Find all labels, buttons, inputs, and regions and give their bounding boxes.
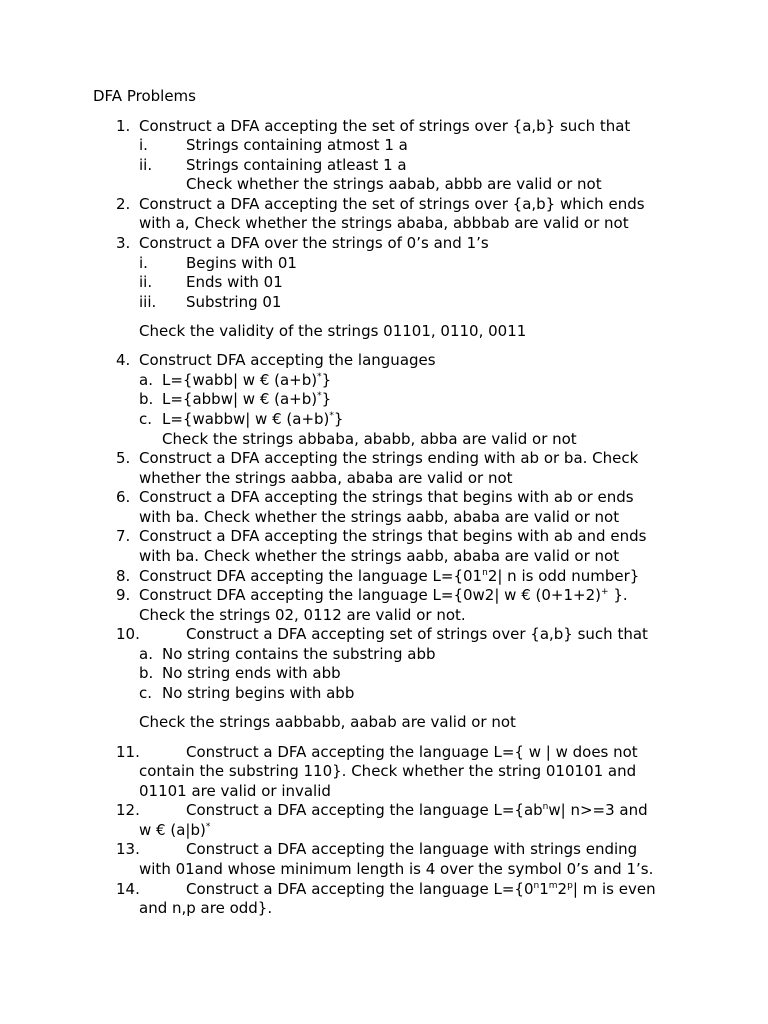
problem-10-c-text: No string begins with abb xyxy=(162,684,355,702)
problem-4-c-number: c. xyxy=(139,410,153,428)
problem-13-number: 13. xyxy=(116,840,140,858)
problem-4-a-number: a. xyxy=(139,371,153,389)
problem-3-i-text: Begins with 01 xyxy=(186,254,297,272)
problem-10-b-text: No string ends with abb xyxy=(162,664,341,682)
problem-5-number: 5. xyxy=(116,449,131,467)
problem-6-number: 6. xyxy=(116,488,131,506)
problem-11-line-3: 01101 are valid or invalid xyxy=(139,782,331,800)
problem-4-a-text: L={wabb| w € (a+b)*} xyxy=(162,371,332,389)
problem-8-text: Construct DFA accepting the language $L=\{01^n2|$ n is odd number} xyxy=(139,567,640,585)
problem-12-line-2: w € (a|b)* xyxy=(139,821,211,839)
problem-3-iii-number: iii. xyxy=(139,293,157,311)
problem-1-ii-number: ii. xyxy=(139,156,153,174)
problem-14-line-1: Construct a DFA accepting the language $L=\{0^n1^m2^p|$ m is even xyxy=(186,880,656,898)
problem-5-line-2: whether the strings aabba, ababa are valid or not xyxy=(139,469,513,487)
problem-1-text: Construct a DFA accepting the set of strings over {a,b} such that xyxy=(139,117,631,135)
problem-6-line-1: Construct a DFA accepting the strings that begins with ab or ends xyxy=(139,488,634,506)
problem-14-number: 14. xyxy=(116,880,140,898)
problem-3-number: 3. xyxy=(116,234,131,252)
problem-11-number: 11. xyxy=(116,743,140,761)
document-title: DFA Problems xyxy=(93,87,196,105)
problem-10-text: Construct a DFA accepting set of strings over {a,b} such that xyxy=(186,625,648,643)
problem-2-line-2: with a, Check whether the strings ababa, abbbab are valid or not xyxy=(139,214,629,232)
problem-13-line-2: with 01and whose minimum length is 4 over the symbol 0’s and 1’s. xyxy=(139,860,654,878)
problem-12-line-1: Construct a DFA accepting the language $L=\{ab^nw|$ n>=3 and xyxy=(186,801,648,819)
problem-4-b-text: L={abbw| w € (a+b)*} xyxy=(162,390,332,408)
problem-10-c-number: c. xyxy=(139,684,153,702)
problem-9-number: 9. xyxy=(116,586,131,604)
problem-1-check: Check whether the strings aabab, abbb are valid or not xyxy=(186,175,602,193)
problem-10-number: 10. xyxy=(116,625,140,643)
problem-12-number: 12. xyxy=(116,801,140,819)
problem-4-number: 4. xyxy=(116,351,131,369)
problem-10-check: Check the strings aabbabb, aabab are valid or not xyxy=(139,713,516,731)
problem-4-c-text: L={wabbw| w € (a+b)*} xyxy=(162,410,344,428)
problem-3-check: Check the validity of the strings 01101, 0110, 0011 xyxy=(139,322,527,340)
problem-2-line-1: Construct a DFA accepting the set of strings over {a,b} which ends xyxy=(139,195,645,213)
problem-4-text: Construct DFA accepting the languages xyxy=(139,351,436,369)
problem-7-line-2: with ba. Check whether the strings aabb, ababa are valid or not xyxy=(139,547,620,565)
problem-1-i-number: i. xyxy=(139,136,148,154)
problem-8-number: 8. xyxy=(116,567,131,585)
problem-6-line-2: with ba. Check whether the strings aabb, ababa are valid or not xyxy=(139,508,620,526)
problem-4-check: Check the strings abbaba, ababb, abba are valid or not xyxy=(162,430,577,448)
problem-9-line-1: Construct DFA accepting the language L={0w2| w € (0+1+2)+ }. xyxy=(139,586,628,604)
problem-7-line-1: Construct a DFA accepting the strings that begins with ab and ends xyxy=(139,527,647,545)
problem-10-b-number: b. xyxy=(139,664,154,682)
problem-1-ii-text: Strings containing atleast 1 a xyxy=(186,156,407,174)
problem-10-a-number: a. xyxy=(139,645,153,663)
problem-2-number: 2. xyxy=(116,195,131,213)
problem-3-i-number: i. xyxy=(139,254,148,272)
problem-14-line-2: and n,p are odd}. xyxy=(139,899,273,917)
problem-11-line-2: contain the substring 110}. Check whether the string 010101 and xyxy=(139,762,637,780)
problem-9-line-2: Check the strings 02, 0112 are valid or not. xyxy=(139,606,466,624)
problem-13-line-1: Construct a DFA accepting the language with strings ending xyxy=(186,840,638,858)
problem-3-iii-text: Substring 01 xyxy=(186,293,282,311)
problem-1-number: 1. xyxy=(116,117,131,135)
problem-3-ii-text: Ends with 01 xyxy=(186,273,283,291)
problem-1-i-text: Strings containing atmost 1 a xyxy=(186,136,408,154)
problem-3-ii-number: ii. xyxy=(139,273,153,291)
problem-4-b-number: b. xyxy=(139,390,154,408)
problem-5-line-1: Construct a DFA accepting the strings ending with ab or ba. Check xyxy=(139,449,639,467)
problem-3-text: Construct a DFA over the strings of 0’s and 1’s xyxy=(139,234,489,252)
problem-7-number: 7. xyxy=(116,527,131,545)
problem-10-a-text: No string contains the substring abb xyxy=(162,645,436,663)
problem-11-line-1: Construct a DFA accepting the language L={ w | w does not xyxy=(186,743,638,761)
